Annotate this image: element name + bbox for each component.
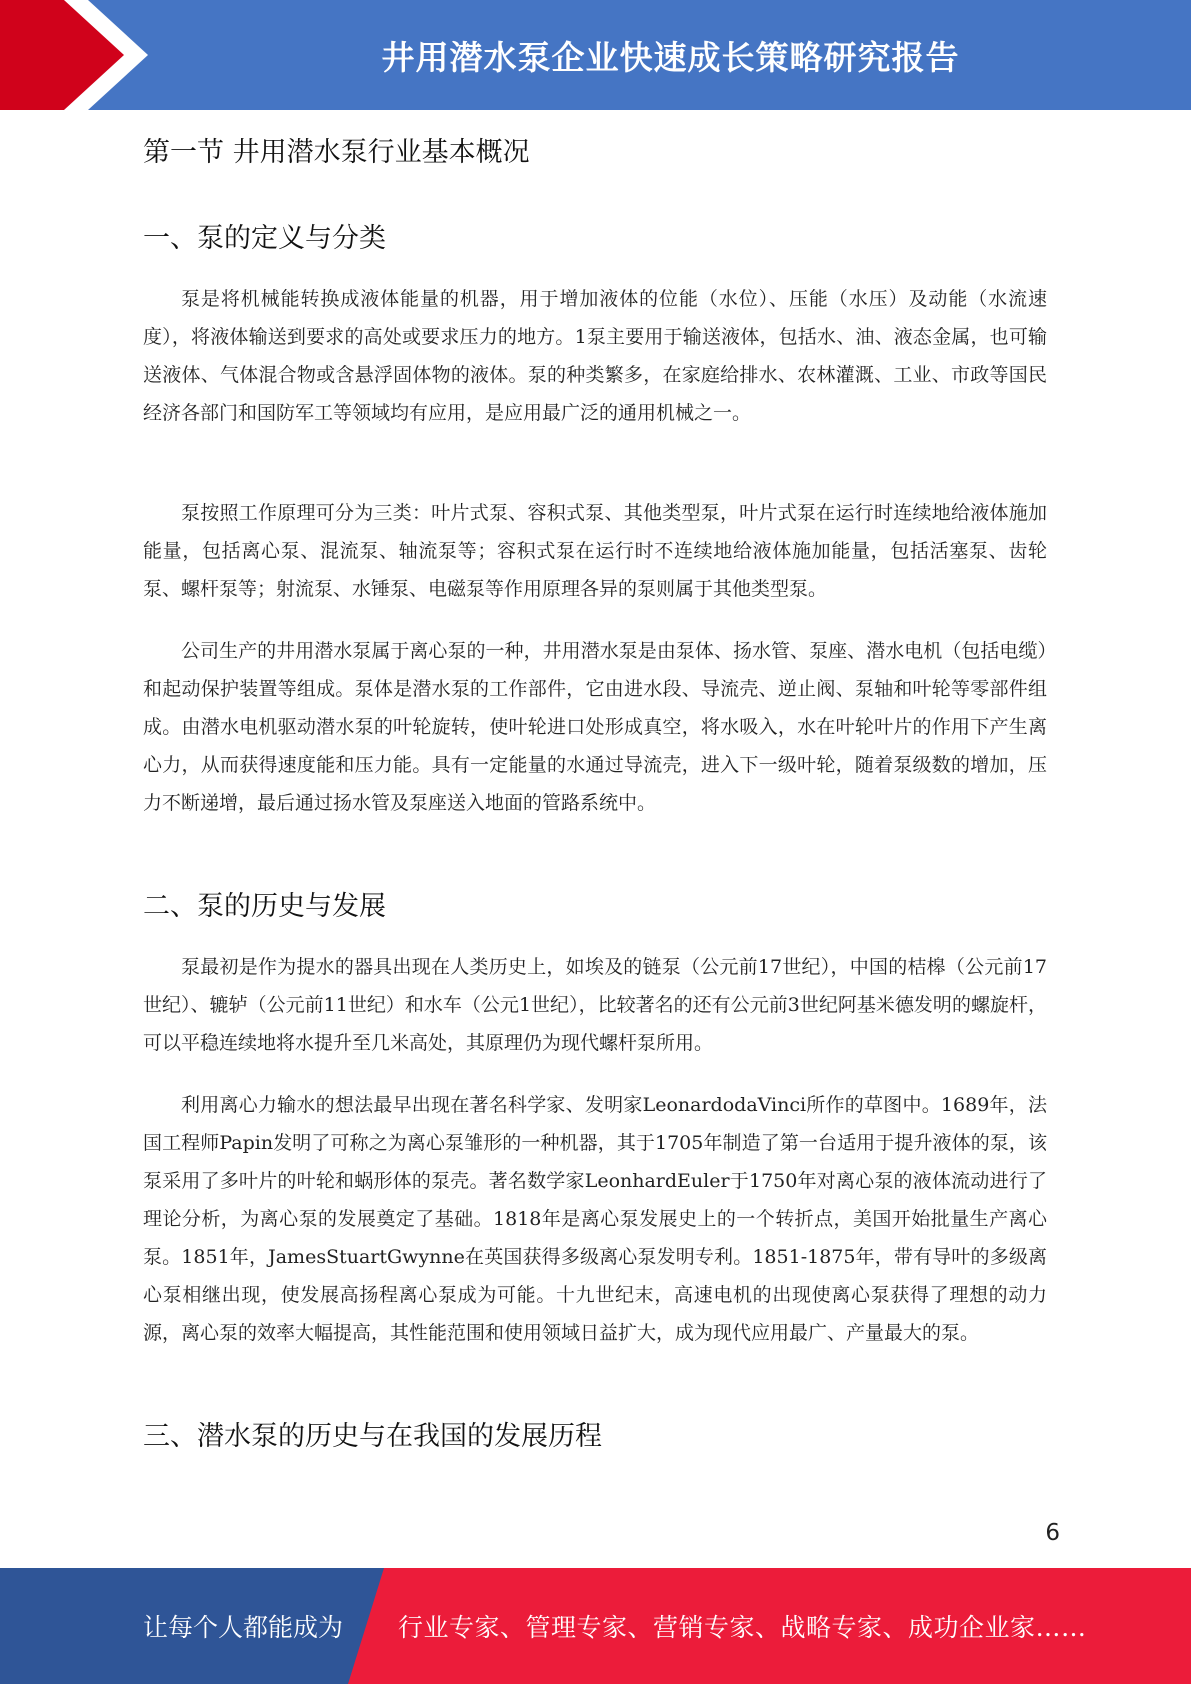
slogan-footer	[0, 1568, 1191, 1684]
paragraph: 利用离心力输水的想法最早出现在著名科学家、发明家LeonardodaVinci所作的草图中。1689年，法国工程师Papin发明了可称之为离心泵雏形的一种机器，其于1705年制造了第一台适用于提升液体的泵，该泵采用了多叶片的叶轮和蜗形体的泵壳。著名数学家LeonhardEuler于1750年对离心泵的液体流动进行了理论分析，为离心泵的发展奠定了基础。1818年是离心泵发展史上的一个转折点，美国开始批量生产离心泵。1851年，JamesStuartGwynne在英国获得多级离心泵发明专利。1851-1875年，带有导叶的多级离心泵相继出现，使发展高扬程离心泵成为可能。十九世纪末，高速电机的出现使离心泵获得了理想的动力源，离心泵的效率大幅提高，其性能范围和使用领域日益扩大，成为现代应用最广、产量最大的泵。	[143, 1094, 1047, 1344]
report-title: 井用潜水泵企业快速成长策略研究报告	[381, 37, 960, 77]
section-heading-3: 三、潜水泵的历史与在我国的发展历程	[143, 1421, 602, 1452]
header-chevron-decoration	[0, 0, 160, 110]
paragraph: 泵按照工作原理可分为三类：叶片式泵、容积式泵、其他类型泵，叶片式泵在运行时连续地给液体施加能量，包括离心泵、混流泵、轴流泵等；容积式泵在运行时不连续地给液体施加能量，包括活塞泵、齿轮泵、螺杆泵等；射流泵、水锤泵、电磁泵等作用原理各异的泵则属于其他类型泵。	[143, 502, 1047, 600]
footer-slogan-right: 行业专家、管理专家、营销专家、战略专家、成功企业家……	[398, 1613, 1087, 1642]
report-header	[0, 0, 1191, 110]
section-heading-1: 一、泵的定义与分类	[143, 223, 386, 254]
section-heading-2: 二、泵的历史与发展	[143, 891, 386, 922]
paragraph: 泵是将机械能转换成液体能量的机器，用于增加液体的位能（水位）、压能（水压）及动能（水流速度），将液体输送到要求的高处或要求压力的地方。1泵主要用于输送液体，包括水、油、液态金属，也可输送液体、气体混合物或含悬浮固体物的液体。泵的种类繁多，在家庭给排水、农林灌溉、工业、市政等国民经济各部门和国防军工等领域均有应用，是应用最广泛的通用机械之一。	[143, 288, 1047, 424]
paragraph: 公司生产的井用潜水泵属于离心泵的一种，井用潜水泵是由泵体、扬水管、泵座、潜水电机（包括电缆）和起动保护装置等组成。泵体是潜水泵的工作部件，它由进水段、导流壳、逆止阀、泵轴和叶轮等零部件组成。由潜水电机驱动潜水泵的叶轮旋转，使叶轮进口处形成真空，将水吸入，水在叶轮叶片的作用下产生离心力，从而获得速度能和压力能。具有一定能量的水通过导流壳，进入下一级叶轮，随着泵级数的增加，压力不断递增，最后通过扬水管及泵座送入地面的管路系统中。	[143, 640, 1047, 814]
paragraph: 泵最初是作为提水的器具出现在人类历史上，如埃及的链泵（公元前17世纪），中国的桔槔（公元前17世纪）、辘轳（公元前11世纪）和水车（公元1世纪），比较著名的还有公元前3世纪阿基米德发明的螺旋杆，可以平稳连续地将水提升至几米高处，其原理仍为现代螺杆泵所用。	[143, 956, 1047, 1054]
footer-slogan-left: 让每个人都能成为	[143, 1613, 344, 1642]
chapter-title: 第一节 井用潜水泵行业基本概况	[143, 137, 530, 168]
page-number: 6	[1045, 1520, 1060, 1546]
